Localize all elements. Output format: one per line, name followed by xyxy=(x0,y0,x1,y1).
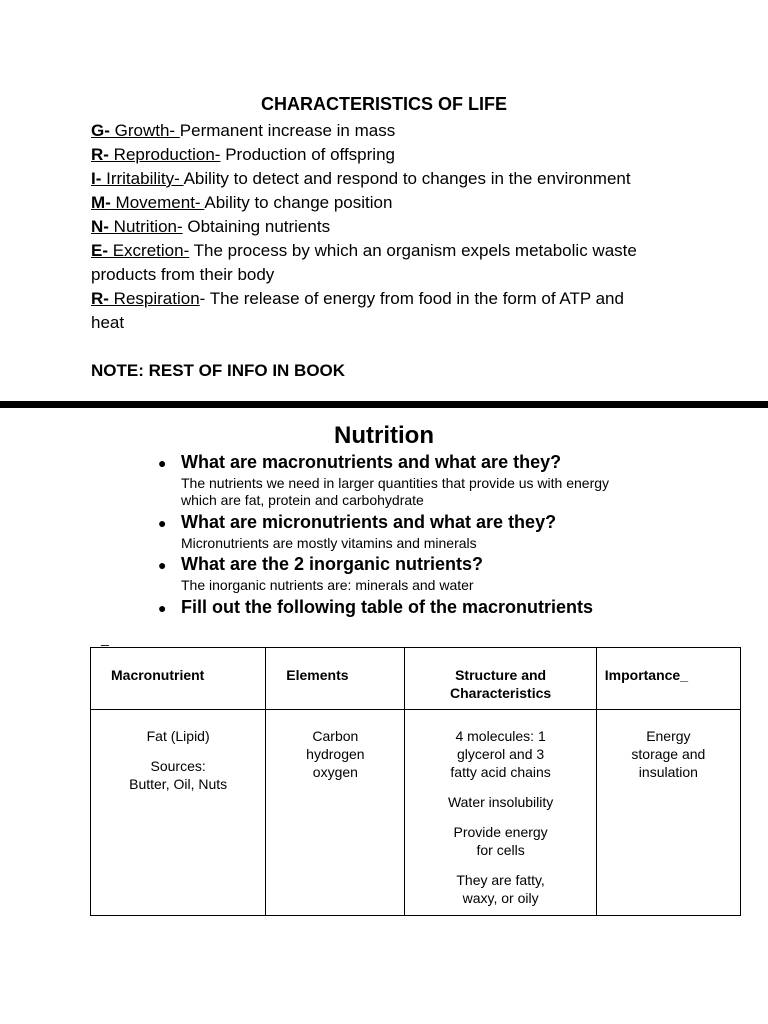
structure-item: 4 molecules: 1 glycerol and 3 fatty acid chains xyxy=(450,728,551,780)
bullet-icon: ● xyxy=(158,455,167,471)
characteristic-growth: G- Growth- Permanent increase in mass xyxy=(91,121,396,140)
header-importance: Importance_ xyxy=(596,648,740,710)
header-structure: Structure and Characteristics xyxy=(405,648,596,710)
macronutrient-name: Fat (Lipid) xyxy=(146,728,210,744)
characteristic-reproduction: R- Reproduction- Production of offspring xyxy=(91,145,395,164)
bullet-icon: ● xyxy=(158,515,167,531)
structure-item: They are fatty, waxy, or oily xyxy=(456,872,545,906)
structure-item: Provide energy for cells xyxy=(453,824,548,858)
characteristic-respiration-cont: heat xyxy=(91,313,125,332)
answer-micronutrients: Micronutrients are mostly vitamins and minerals xyxy=(181,535,477,551)
characteristic-excretion: E- Excretion- The process by which an organism expels metabolic waste xyxy=(91,241,637,260)
characteristic-nutrition: N- Nutrition- Obtaining nutrients xyxy=(91,217,331,236)
cell-importance: Energy storage and insulation xyxy=(596,710,740,916)
question-micronutrients: What are micronutrients and what are they? xyxy=(181,512,557,532)
answer-macronutrients-line2: which are fat, protein and carbohydrate xyxy=(181,492,424,508)
characteristic-irritability: I- Irritability- Ability to detect and respond to changes in the environment xyxy=(91,169,631,188)
macronutrient-sources: Sources: Butter, Oil, Nuts xyxy=(129,758,228,792)
page-title: CHARACTERISTICS OF LIFE xyxy=(261,94,507,114)
stray-underscore: _ xyxy=(101,630,109,646)
answer-inorganic: The inorganic nutrients are: minerals and water xyxy=(181,577,474,593)
characteristic-movement: M- Movement- Ability to change position xyxy=(91,193,393,212)
cell-structure xyxy=(405,710,596,916)
header-elements: Elements xyxy=(266,648,405,710)
answer-macronutrients-line1: The nutrients we need in larger quantities that provide us with energy xyxy=(181,475,610,491)
characteristic-respiration: R- Respiration- The release of energy from food in the form of ATP and xyxy=(91,289,624,308)
structure-item: Water insolubility xyxy=(447,794,554,810)
cell-elements: Carbon hydrogen oxygen xyxy=(266,710,405,916)
question-table-instruction: Fill out the following table of the macronutrients xyxy=(181,597,593,617)
section-divider xyxy=(0,401,768,408)
bullet-icon: ● xyxy=(158,557,167,573)
bullet-icon: ● xyxy=(158,600,167,616)
section-title: Nutrition xyxy=(334,422,434,449)
cell-macronutrient xyxy=(91,710,266,916)
question-macronutrients: What are macronutrients and what are they? xyxy=(181,452,562,472)
characteristic-excretion-cont: products from their body xyxy=(91,265,275,284)
note-text: NOTE: REST OF INFO IN BOOK xyxy=(91,361,346,380)
table-row xyxy=(91,710,741,916)
question-inorganic: What are the 2 inorganic nutrients? xyxy=(181,554,484,574)
header-macronutrient: Macronutrient xyxy=(91,648,266,710)
macronutrient-table xyxy=(90,647,741,916)
table-header-row xyxy=(91,648,741,710)
